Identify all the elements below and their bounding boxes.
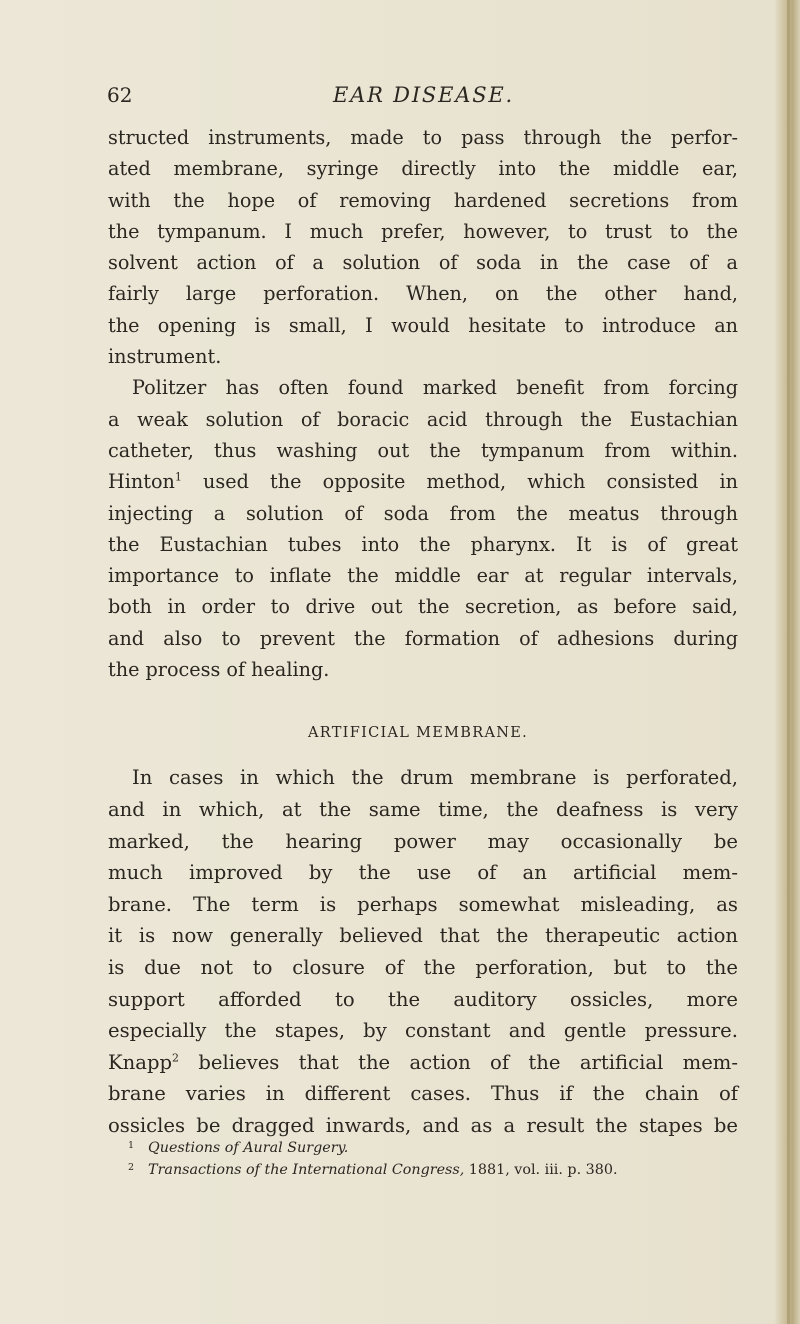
text-line: ossicles be dragged inwards, and as a result the stapes be [108,1113,738,1137]
text-line: the opening is small, I would hesitate to introduce an [108,313,738,337]
page-edge-line [787,0,790,1324]
text-line: is due not to closure of the perforation, but to the [108,955,738,979]
text-line: a weak solution of boracic acid through the Eustachian [108,407,738,431]
text-line: instrument. [108,345,222,369]
footnote-reference: 2 [172,1051,180,1065]
text-line: and in which, at the same time, the deafness is very [108,797,738,821]
text-line: In cases in which the drum membrane is perforated, [132,766,738,790]
text-line: support afforded to the auditory ossicles, more [108,987,738,1011]
text-line: ated membrane, syringe directly into the middle ear, [108,157,738,181]
text-line: the process of healing. [108,658,330,682]
text-line: with the hope of removing hardened secretions from [108,188,738,212]
running-head [0,80,800,112]
footnotes [108,1138,738,1182]
footnote-reference: 1 [174,470,182,484]
text-line: the tympanum. I much prefer, however, to trust to the [108,219,738,243]
text-line: and also to prevent the formation of adhesions during [108,626,738,650]
text-line: it is now generally believed that the therapeutic action [108,924,738,948]
paragraph-1 [108,122,738,372]
text-line: marked, the hearing power may occasionally be [108,829,738,853]
line-text: Hinton [108,470,175,494]
text-line: importance to inflate the middle ear at regular intervals, [108,564,738,588]
text-line: brane. The term is perhaps somewhat misleading, as [108,892,738,916]
line-text: Knapp [108,1050,173,1074]
footnote-mark: 1 [128,1140,135,1151]
text-line: brane varies in different cases. Thus if the chain of [108,1082,738,1106]
footnote-rest: 1881, vol. iii. p. 380. [464,1162,618,1178]
footnote [108,1160,738,1182]
text-line: both in order to drive out the secretion, as before said, [108,595,738,619]
text-line-with-footnote [108,466,738,497]
text-line: catheter, thus washing out the tympanum from within. [108,438,738,462]
paragraph-3 [108,762,738,1141]
text-line: injecting a solution of soda from the meatus through [108,501,738,525]
text-line: especially the stapes, by constant and gentle pressure. [108,1019,738,1043]
text-line: solvent action of a solution of soda in the case of a [108,251,738,275]
text-line: Politzer has often found marked benefit from forcing [132,376,738,400]
footnote-title: Questions of Aural Surgery. [148,1140,349,1156]
text-line: the Eustachian tubes into the pharynx. It is of great [108,532,738,556]
text-line: structed instruments, made to pass through the perfor- [108,126,738,149]
section-heading: ARTIFICIAL MEMBRANE. [307,725,529,742]
footnote [108,1138,738,1160]
text-line: fairly large perforation. When, on the other hand, [108,282,738,306]
page-number: 62 [107,83,133,107]
running-head-title: EAR DISEASE. [333,83,514,107]
text-line: much improved by the use of an artificial mem- [108,861,738,885]
text-line-with-footnote [108,1047,738,1079]
footnote-title: Transactions of the International Congress, [148,1162,465,1178]
body-text [108,122,738,1141]
line-text: believes that the action of the artificial mem- [179,1050,738,1074]
paragraph-2 [108,372,738,685]
footnote-mark: 2 [128,1162,135,1173]
line-text: used the opposite method, which consisted in [181,470,738,494]
